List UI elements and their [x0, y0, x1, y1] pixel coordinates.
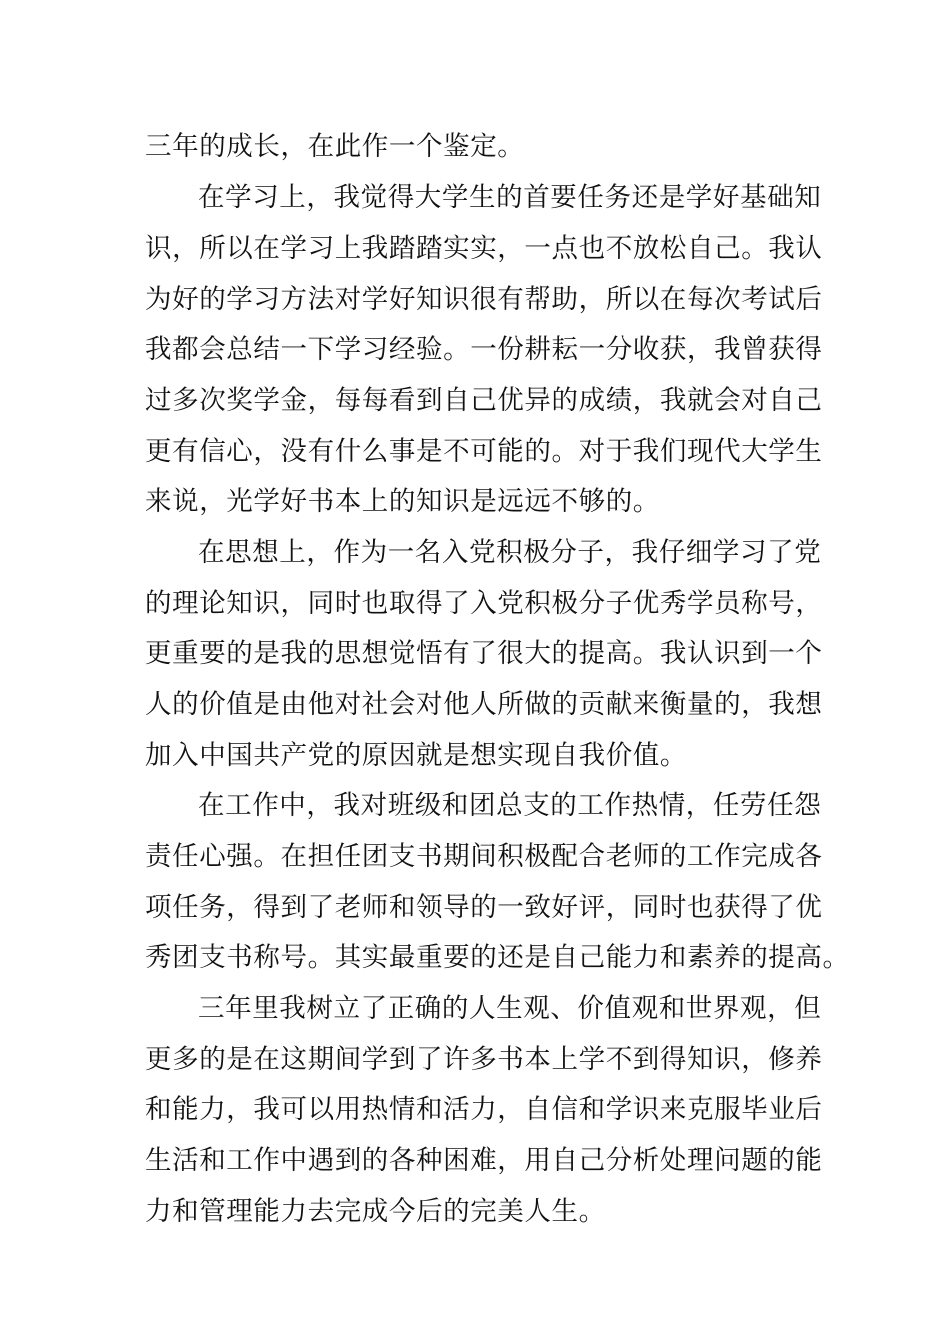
text-line: 加入中国共产党的原因就是想实现自我价值。 — [145, 740, 687, 771]
text-line: 生活和工作中遇到的各种困难，用自己分析处理问题的能 — [145, 1145, 823, 1176]
paragraph-first-line: 在思想上，作为一名入党积极分子，我仔细学习了党 — [198, 537, 822, 568]
text-line: 来说，光学好书本上的知识是远远不够的。 — [145, 486, 660, 517]
text-line: 秀团支书称号。其实最重要的还是自己能力和素养的提高。 — [145, 942, 850, 973]
text-line: 我都会总结一下学习经验。一份耕耘一分收获，我曾获得 — [145, 334, 823, 365]
text-line: 和能力，我可以用热情和活力，自信和学识来克服毕业后 — [145, 1094, 823, 1125]
text-line: 识，所以在学习上我踏踏实实，一点也不放松自己。我认 — [145, 233, 823, 264]
text-line: 过多次奖学金，每每看到自己优异的成绩，我就会对自己 — [145, 385, 823, 416]
paragraph-first-line: 三年里我树立了正确的人生观、价值观和世界观，但 — [198, 993, 822, 1024]
paragraph-first-line: 在学习上，我觉得大学生的首要任务还是学好基础知 — [198, 182, 822, 213]
text-line: 责任心强。在担任团支书期间积极配合老师的工作完成各 — [145, 841, 823, 872]
text-line: 更多的是在这期间学到了许多书本上学不到得知识，修养 — [145, 1044, 823, 1075]
text-line: 更有信心，没有什么事是不可能的。对于我们现代大学生 — [145, 436, 823, 467]
paragraph-first-line: 在工作中，我对班级和团总支的工作热情，任劳任怨 — [198, 790, 822, 821]
text-line: 力和管理能力去完成今后的完美人生。 — [145, 1196, 606, 1227]
text-line: 人的价值是由他对社会对他人所做的贡献来衡量的，我想 — [145, 689, 823, 720]
text-line: 的理论知识，同时也取得了入党积极分子优秀学员称号， — [145, 588, 823, 619]
text-line: 三年的成长，在此作一个鉴定。 — [145, 131, 525, 162]
text-line: 为好的学习方法对学好知识很有帮助，所以在每次考试后 — [145, 284, 823, 315]
text-line: 更重要的是我的思想觉悟有了很大的提高。我认识到一个 — [145, 638, 823, 669]
text-line: 项任务，得到了老师和领导的一致好评，同时也获得了优 — [145, 892, 823, 923]
